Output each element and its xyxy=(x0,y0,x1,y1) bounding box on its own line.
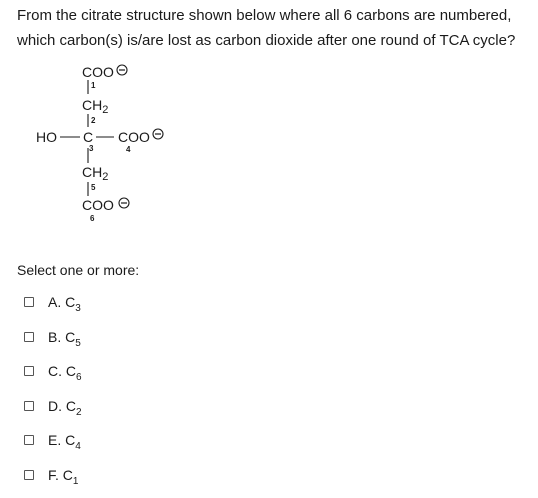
citrate-structure xyxy=(30,60,200,240)
checkbox-option-b[interactable] xyxy=(24,332,34,342)
carbon-number-1: 1 xyxy=(91,81,96,90)
question-text: From the citrate structure shown below where all 6 carbons are numbered, which carbon(s) is/are lost as carbon dioxide after one round of TCA cycle? xyxy=(17,7,516,49)
option-e[interactable] xyxy=(24,423,82,458)
carbon-number-6: 6 xyxy=(90,214,95,223)
option-c[interactable] xyxy=(24,354,82,389)
charge-minus-top xyxy=(117,65,127,75)
methylene-lower: $CH_2$ xyxy=(82,164,109,183)
option-d-label: D. $C_2$ xyxy=(48,397,82,418)
carbon-number-3: 3 xyxy=(89,144,94,153)
option-a[interactable] xyxy=(24,285,82,320)
checkbox-option-d[interactable] xyxy=(24,401,34,411)
hydroxyl-group: HO xyxy=(36,129,57,145)
checkbox-option-f[interactable] xyxy=(24,470,34,480)
carbon-number-4: 4 xyxy=(126,145,131,154)
charge-minus-bottom xyxy=(119,198,129,208)
option-e-label: E. $C_4$ xyxy=(48,432,81,453)
checkbox-option-a[interactable] xyxy=(24,297,34,307)
option-b-label: B. $C_5$ xyxy=(48,328,81,349)
answer-options xyxy=(24,285,82,492)
carboxylate-right: COO xyxy=(118,129,150,145)
select-prompt: Select one or more: xyxy=(17,262,140,278)
option-d[interactable] xyxy=(24,389,82,424)
methylene-upper: $CH_2$ xyxy=(82,97,109,116)
checkbox-option-c[interactable] xyxy=(24,366,34,376)
option-f-label: F. $C_1$ xyxy=(48,466,79,487)
carboxylate-top: COO xyxy=(82,64,114,80)
carbon-number-2: 2 xyxy=(91,116,96,125)
charge-minus-right xyxy=(153,129,163,139)
checkbox-option-e[interactable] xyxy=(24,435,34,445)
carboxylate-bottom: COO xyxy=(82,197,114,213)
option-f[interactable] xyxy=(24,458,82,493)
option-c-label: C. $C_6$ xyxy=(48,363,82,384)
option-b[interactable] xyxy=(24,320,82,355)
option-a-label: A. $C_3$ xyxy=(48,294,81,315)
carbon-number-5: 5 xyxy=(91,183,96,192)
central-carbon: C xyxy=(83,129,94,145)
